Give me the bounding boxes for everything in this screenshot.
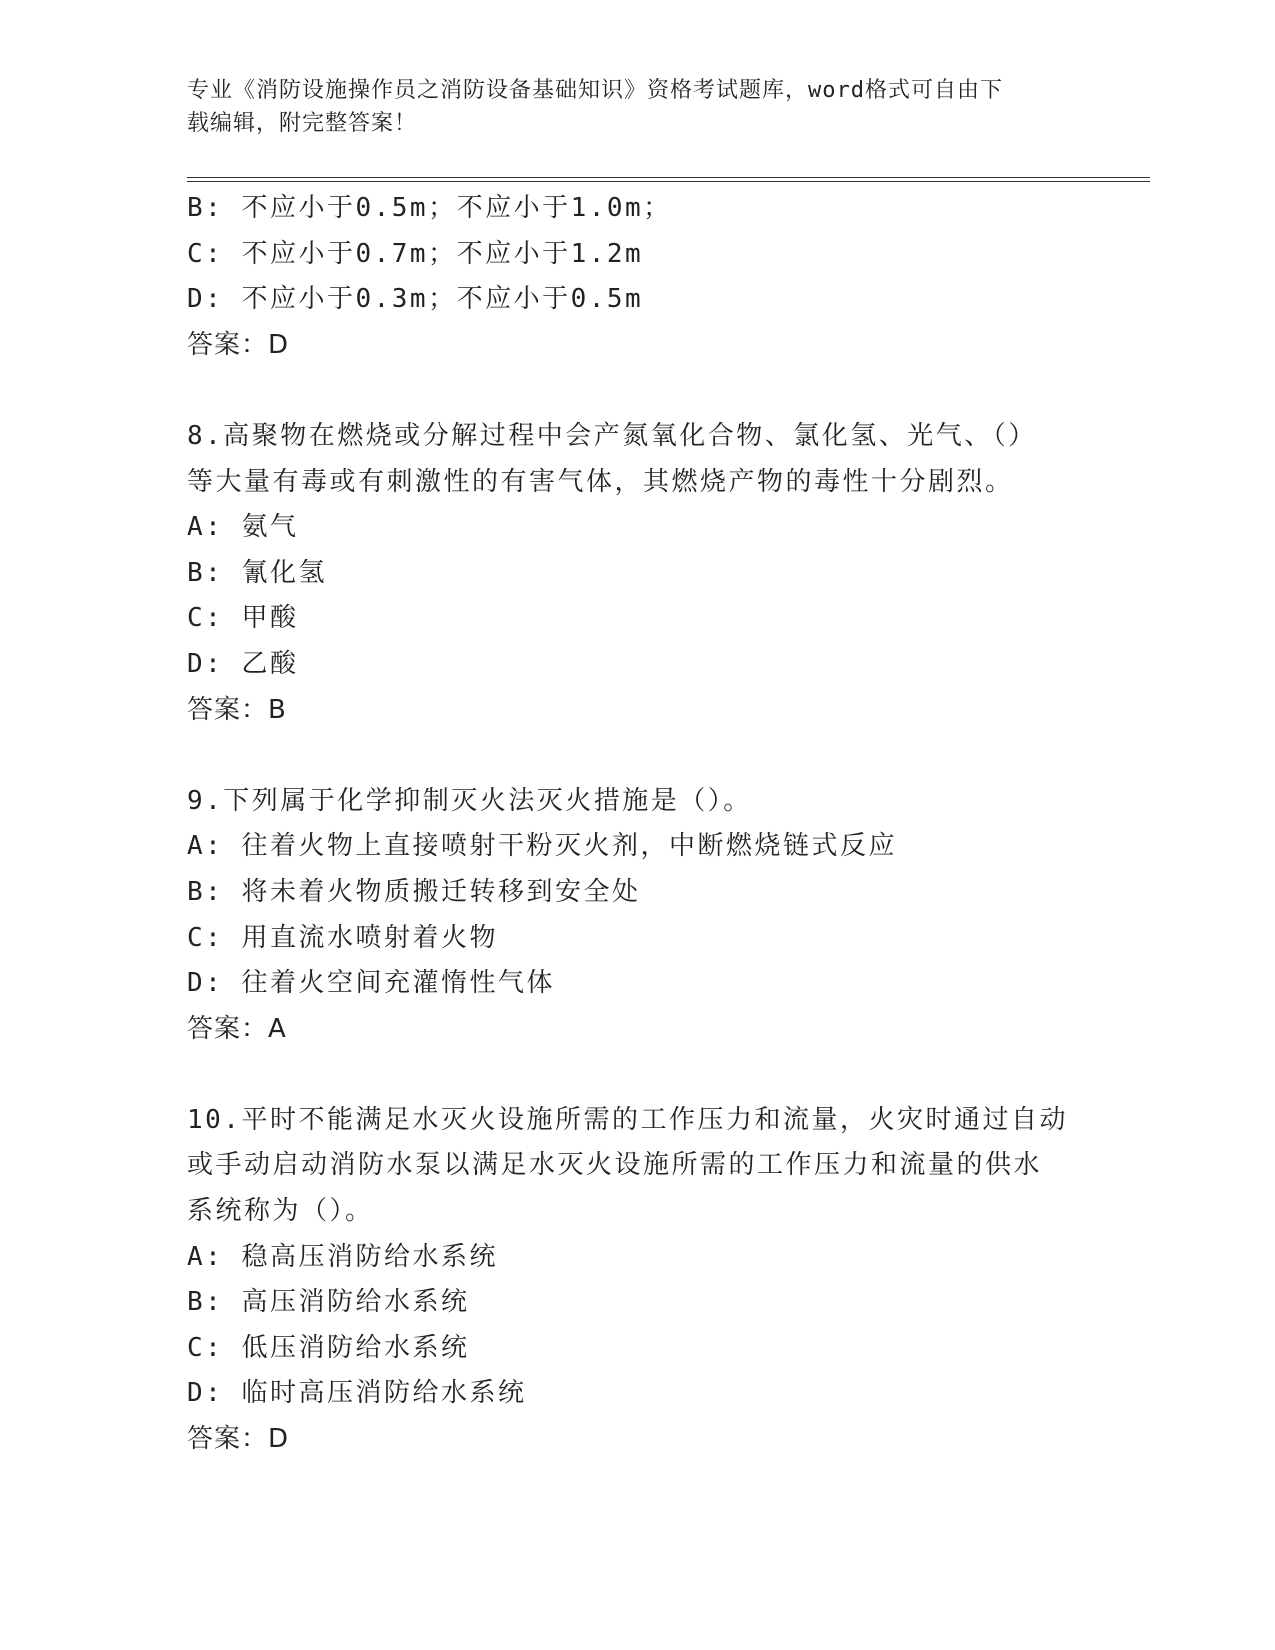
- q10-option-b: B: 高压消防给水系统: [187, 1287, 470, 1318]
- q7-option-d: D: 不应小于0.3m；不应小于0.5m: [187, 284, 644, 315]
- q8-option-b: B: 氰化氢: [187, 557, 327, 588]
- spacer: [187, 1052, 1087, 1098]
- header-line-2: 载编辑，附完整答案！: [187, 111, 418, 136]
- q8-answer: 答案：B: [187, 694, 287, 725]
- q10-option-c: C: 低压消防给水系统: [187, 1332, 470, 1363]
- q9-question-line-1: 9.下列属于化学抑制灭火法灭火措施是（）。: [187, 785, 752, 816]
- q9-option-b: B: 将未着火物质搬迁转移到安全处: [187, 876, 641, 907]
- q8-option-c: C: 甲酸: [187, 603, 299, 634]
- spacer: [187, 368, 1087, 414]
- q10-question-line-3: 系统称为（）。: [187, 1196, 374, 1227]
- document-header: [187, 74, 1067, 140]
- header-line-1: 专业《消防设施操作员之消防设备基础知识》资格考试题库，word格式可自由下: [187, 78, 1003, 103]
- q7-answer: 答案：D: [187, 329, 290, 360]
- question-list: [187, 186, 1087, 1463]
- q9-option-d: D: 往着火空间充灌惰性气体: [187, 968, 555, 999]
- q8-question-line-2: 等大量有毒或有刺激性的有害气体，其燃烧产物的毒性十分剧烈。: [187, 466, 1014, 497]
- q9-option-a: A: 往着火物上直接喷射干粉灭火剂，中断燃烧链式反应: [187, 831, 897, 862]
- header-double-rule: [187, 177, 1150, 182]
- q9-answer: 答案：A: [187, 1013, 287, 1044]
- q9-option-c: C: 用直流水喷射着火物: [187, 922, 498, 953]
- q8-question-line-1: 8.高聚物在燃烧或分解过程中会产氮氧化合物、氯化氢、光气、（）: [187, 420, 1037, 451]
- q10-question-line-1: 10.平时不能满足水灭火设施所需的工作压力和流量，火灾时通过自动: [187, 1104, 1068, 1135]
- q7-option-b: B: 不应小于0.5m；不应小于1.0m；: [187, 193, 672, 223]
- spacer: [187, 733, 1087, 779]
- q10-answer: 答案：D: [187, 1424, 290, 1455]
- q7-option-c: C: 不应小于0.7m；不应小于1.2m: [187, 238, 644, 269]
- q10-question-line-2: 或手动启动消防水泵以满足水灭火设施所需的工作压力和流量的供水: [187, 1150, 1043, 1181]
- q10-option-d: D: 临时高压消防给水系统: [187, 1378, 527, 1409]
- q8-option-d: D: 乙酸: [187, 648, 299, 679]
- q8-option-a: A: 氨气: [187, 512, 299, 543]
- q10-option-a: A: 稳高压消防给水系统: [187, 1241, 498, 1272]
